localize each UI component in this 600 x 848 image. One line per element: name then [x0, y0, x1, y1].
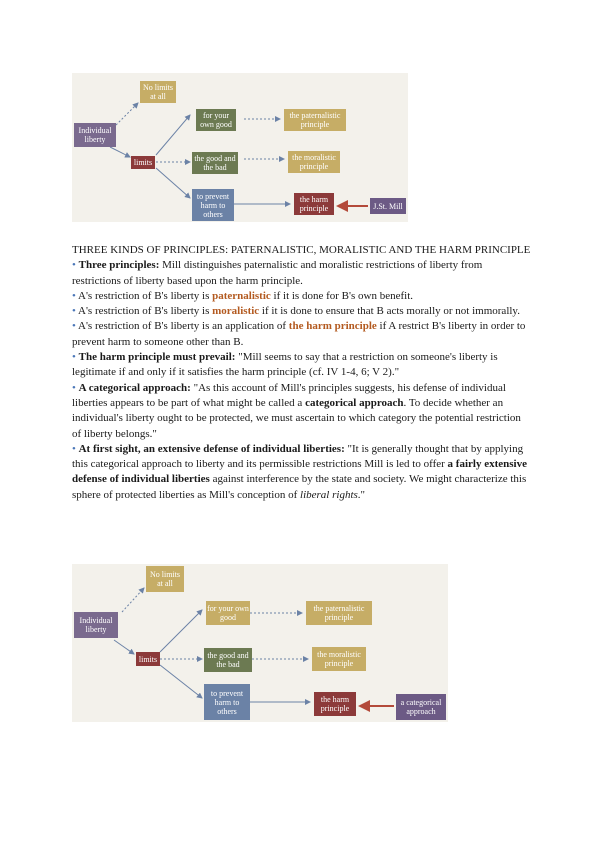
- para-paternalistic: • A's restriction of B's liberty is paternalistic if it is done for B's own benefit.: [72, 289, 414, 302]
- para-moralistic: • A's restriction of B's liberty is moralistic if it is done to ensure that B acts morally or not immorally.: [72, 305, 520, 318]
- moralistic-principle-box: the moralistic principle: [288, 151, 340, 173]
- limits-box: limits: [131, 156, 155, 169]
- bullet-icon: •: [72, 442, 76, 455]
- diagram-top: [72, 73, 408, 222]
- bullet-icon: •: [72, 289, 76, 302]
- paternalistic-principle-box: the paternalistic principle: [306, 601, 372, 625]
- bullet-icon: •: [72, 381, 76, 394]
- para-three-principles: • Three principles: Mill distinguishes paternalistic and moralistic restrictions of liberty from restrictions of liberty based upon the harm principle.: [72, 259, 483, 287]
- paternalistic-principle-box: the paternalistic principle: [284, 109, 346, 131]
- section-heading: THREE KINDS OF PRINCIPLES: PATERNALISTIC, MORALISTIC AND THE HARM PRINCIPLE: [72, 244, 531, 256]
- diagram-bottom: [72, 564, 448, 722]
- bullet-icon: •: [72, 320, 76, 333]
- good-bad-box: the good and the bad: [204, 648, 252, 672]
- label: At first sight, an extensive defense of individual liberties:: [78, 442, 345, 455]
- no-limits-box: No limits at all: [140, 81, 176, 103]
- bullet-icon: •: [72, 305, 76, 318]
- own-good-box: for your own good: [206, 601, 250, 625]
- para-first-sight: • At first sight, an extensive defense of individual liberties: "It is generally thought that by applying this categorical approach to liberty and its permissible restrictions Mill is led to offer a fairly extensive defense of individual liberties against interference by the state and society. We might characterize this sphere of protected liberties as Mill's conception of liberal rights.": [72, 442, 527, 501]
- prevent-harm-box: to prevent harm to others: [204, 684, 250, 720]
- individual-liberty-box: Individual liberty: [74, 612, 118, 638]
- bullet-icon: •: [72, 259, 76, 272]
- bullet-icon: •: [72, 351, 76, 364]
- diagram-bottom-arrows: [72, 564, 448, 722]
- limits-box: limits: [136, 652, 160, 666]
- label: A categorical approach:: [78, 381, 191, 394]
- highlight: the harm principle: [288, 320, 377, 333]
- document-body: [72, 243, 532, 503]
- harm-principle-box: the harm principle: [314, 692, 356, 716]
- para-harm-principle: • A's restriction of B's liberty is an application of the harm principle if A restrict B's liberty in order to prevent harm to someone other than B.: [72, 320, 526, 348]
- good-bad-box: the good and the bad: [192, 152, 238, 174]
- diagram-top-arrows: [72, 73, 408, 222]
- prevent-harm-box: to prevent harm to others: [192, 189, 234, 221]
- no-limits-box: No limits at all: [146, 566, 184, 592]
- highlight: moralistic: [212, 305, 260, 318]
- categorical-approach-box: a categorical approach: [396, 694, 446, 720]
- para-categorical: • A categorical approach: "As this account of Mill's principles suggests, his defense of individual liberties appears to be part of what might be called a categorical approach. To decide whether an individual's liberty ought to be protected, we must ascertain to which category the potential restriction of liberty belongs.": [72, 381, 521, 440]
- harm-principle-box: the harm principle: [294, 193, 334, 215]
- para-must-prevail: • The harm principle must prevail: "Mill seems to say that a restriction on someone's liberty is legitimate if and only if it satisfies the harm principle (cf. IV 1-4, 6; V 2).": [72, 351, 498, 379]
- moralistic-principle-box: the moralistic principle: [312, 647, 366, 671]
- individual-liberty-box: Individual liberty: [74, 123, 116, 147]
- mill-source-box: J.St. Mill: [370, 198, 406, 214]
- label: Three principles:: [78, 259, 160, 272]
- label: The harm principle must prevail:: [78, 351, 236, 364]
- highlight: paternalistic: [212, 289, 271, 302]
- own-good-box: for your own good: [196, 109, 236, 131]
